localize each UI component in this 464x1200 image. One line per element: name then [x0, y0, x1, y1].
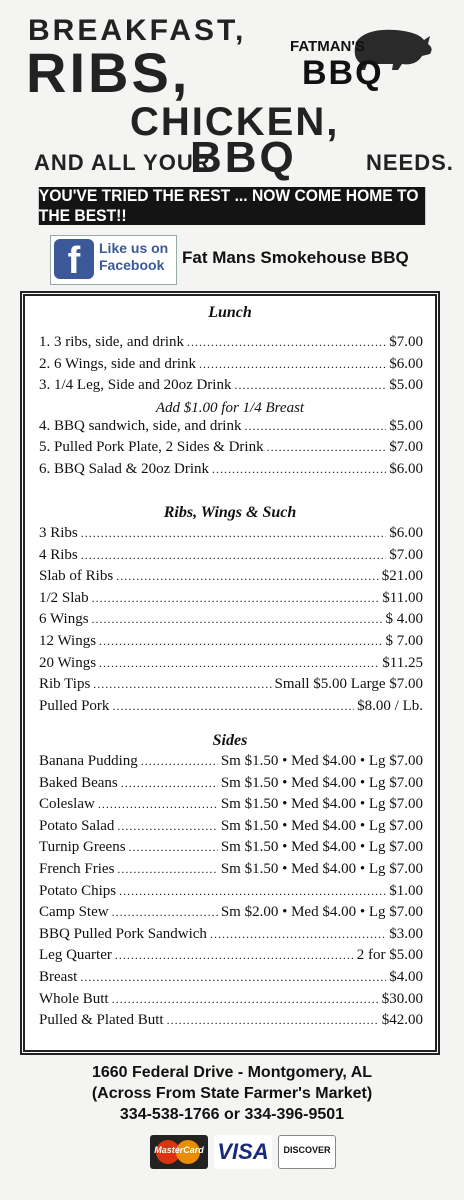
menu-item [39, 839, 423, 856]
dot-leader [112, 698, 354, 715]
menu-item-price: Small $5.00 Large $7.00 [274, 676, 423, 693]
menu-item-price: $ 4.00 [385, 611, 423, 628]
facebook-page-name: Fat Mans Smokehouse BBQ [182, 248, 409, 267]
menu-item-price: $5.00 [389, 417, 423, 434]
dot-leader [112, 904, 218, 921]
menu-item [39, 698, 423, 715]
dot-leader [129, 839, 218, 856]
menu-item-price: $42.00 [381, 1012, 423, 1029]
menu-item-name: Breast [39, 969, 78, 985]
headline-ribs: RIBS, [26, 41, 191, 104]
mastercard-label: MasterCard [154, 1145, 204, 1155]
dot-leader [92, 611, 383, 628]
dot-leader [121, 775, 218, 792]
menu-item-name: BBQ Pulled Pork Sandwich [39, 925, 207, 942]
menu-box [20, 291, 440, 1055]
dot-leader [234, 377, 386, 394]
menu-item [39, 418, 423, 435]
logo-bbq: BBQ [302, 54, 384, 92]
dot-leader [115, 947, 354, 964]
dot-leader [117, 818, 217, 835]
menu-item [39, 611, 423, 628]
menu-item-name: Pulled & Plated Butt [39, 1012, 164, 1029]
menu-item [39, 356, 423, 373]
menu-item-price: $30.00 [381, 990, 423, 1007]
menu-item [39, 334, 423, 351]
dot-leader [98, 796, 218, 813]
menu-item [39, 633, 423, 650]
menu-item-price: Sm $1.50 • Med $4.00 • Lg $7.00 [220, 861, 423, 877]
section-title-lunch: Lunch [208, 304, 252, 321]
menu-item-name: 3. 1/4 Leg, Side and 20oz Drink [39, 377, 232, 393]
menu-item [39, 1012, 423, 1029]
menu-item [39, 796, 423, 813]
logo-fatmans: FATMAN'S [290, 38, 365, 55]
dot-leader [99, 633, 382, 650]
headline-needs: NEEDS. [366, 150, 454, 175]
discover-logo: DISCOVER [278, 1135, 336, 1169]
menu-item-price: Sm $1.50 • Med $4.00 • Lg $7.00 [220, 796, 423, 813]
facebook-like-line2: Facebook [99, 257, 165, 273]
menu-item-name: 1. 3 ribs, side, and drink [39, 334, 184, 350]
menu-item-price: $5.00 [389, 377, 423, 393]
mastercard-logo [150, 1135, 208, 1169]
menu-item-name: 6 Wings [39, 611, 89, 628]
menu-item-name: 1/2 Slab [39, 589, 89, 606]
landmark: (Across From State Farmer's Market) [91, 1085, 373, 1102]
menu-item-price: $7.00 [389, 439, 423, 455]
menu-item-name: French Fries [39, 861, 115, 877]
menu-item-price: Sm $1.50 • Med $4.00 • Lg $7.00 [220, 839, 423, 856]
menu-item-name: Coleslaw [39, 796, 95, 813]
address: 1660 Federal Drive - Montgomery, AL [91, 1064, 373, 1081]
menu-item [39, 525, 423, 542]
headline-breakfast: BREAKFAST, [28, 14, 247, 47]
menu-item-price: Sm $1.50 • Med $4.00 • Lg $7.00 [220, 774, 423, 791]
menu-item-name: 4. BBQ sandwich, side, and drink [39, 417, 242, 434]
menu-item-price: Sm $2.00 • Med $4.00 • Lg $7.00 [220, 904, 423, 921]
menu-item-price: Sm $1.50 • Med $4.00 • Lg $7.00 [220, 817, 423, 834]
menu-item-price: $7.00 [389, 546, 423, 563]
menu-item-name: Slab of Ribs [39, 568, 114, 585]
menu-item-name: Turnip Greens [39, 839, 126, 856]
menu-item-name: 2. 6 Wings, side and drink [39, 355, 197, 372]
menu-item-name: Potato Salad [39, 817, 115, 834]
menu-item [39, 547, 423, 564]
menu-item [39, 861, 423, 878]
menu-item-name: Baked Beans [39, 774, 118, 791]
menu-item-price: $ 7.00 [385, 633, 423, 649]
menu-item-name: 12 Wings [39, 633, 97, 649]
menu-item [39, 461, 423, 478]
menu-item-name: Banana Pudding [39, 753, 138, 769]
menu-item-name: Leg Quarter [39, 947, 112, 964]
fatmans-bbq-logo [286, 24, 436, 94]
dot-leader [99, 655, 379, 672]
menu-item-name: 5. Pulled Pork Plate, 2 Sides & Drink [39, 439, 264, 455]
dot-leader [244, 418, 386, 435]
menu-item [39, 377, 423, 394]
menu-item-price: $6.00 [389, 525, 423, 541]
menu-item [39, 753, 423, 770]
dot-leader [80, 969, 386, 986]
menu-item-price: 2 for $5.00 [356, 947, 423, 964]
dot-leader [81, 525, 386, 542]
menu-item [39, 439, 423, 456]
menu-item [39, 947, 423, 964]
menu-item-name: Whole Butt [39, 990, 109, 1007]
menu-item-name: Potato Chips [39, 882, 117, 899]
headline-chicken: CHICKEN, [130, 100, 340, 144]
facebook-like-text [99, 240, 168, 274]
dot-leader [93, 676, 271, 693]
dot-leader [210, 926, 386, 943]
menu-item-price: $11.00 [382, 589, 423, 606]
lunch-note: Add $1.00 for 1/4 Breast [155, 400, 305, 416]
menu-item-name: 20 Wings [39, 654, 97, 671]
menu-item [39, 590, 423, 607]
menu-item [39, 655, 423, 672]
dot-leader [141, 753, 218, 770]
facebook-like-line1: Like us on [99, 240, 169, 256]
slogan-banner: YOU'VE TRIED THE REST ... NOW COME HOME TO THE BEST!! [39, 187, 425, 225]
dot-leader [119, 883, 386, 900]
menu-item-price: $6.00 [389, 460, 423, 477]
dot-leader [199, 356, 386, 373]
menu-item-name: Camp Stew [39, 904, 109, 921]
menu-item-price: $8.00 / Lb. [357, 697, 423, 714]
dot-leader [187, 334, 386, 351]
section-title-sides: Sides [212, 732, 248, 749]
headline-and-all-your: AND ALL YOUR [34, 150, 211, 175]
section-title-ribs-wings: Ribs, Wings & Such [163, 504, 297, 521]
dot-leader [167, 1012, 379, 1029]
menu-item-price: $11.25 [382, 654, 423, 671]
menu-item [39, 991, 423, 1008]
menu-item [39, 969, 423, 986]
menu-item [39, 775, 423, 792]
dot-leader [267, 439, 387, 456]
dot-leader [117, 861, 217, 878]
menu-item-price: $7.00 [389, 334, 423, 350]
headline-bbq: BBQ [190, 133, 297, 182]
menu-item [39, 926, 423, 943]
menu-item [39, 883, 423, 900]
menu-item-name: 3 Ribs [39, 525, 78, 541]
menu-item [39, 818, 423, 835]
menu-item-name: 4 Ribs [39, 546, 78, 563]
menu-item [39, 568, 423, 585]
menu-item-price: $1.00 [389, 882, 423, 899]
menu-item-price: Sm $1.50 • Med $4.00 • Lg $7.00 [220, 753, 423, 769]
facebook-like-badge[interactable] [50, 235, 177, 285]
facebook-icon: f [54, 239, 94, 279]
menu-item-name: Pulled Pork [39, 697, 110, 714]
menu-item [39, 676, 423, 693]
visa-logo: VISA [214, 1135, 272, 1169]
menu-item-price: $6.00 [389, 355, 423, 372]
dot-leader [81, 547, 386, 564]
phone-numbers: 334-538-1766 or 334-396-9501 [119, 1106, 345, 1123]
menu-item-price: $4.00 [389, 969, 423, 985]
menu-item [39, 904, 423, 921]
menu-item-price: $3.00 [389, 925, 423, 942]
dot-leader [112, 991, 379, 1008]
menu-item-name: Rib Tips [39, 676, 91, 693]
dot-leader [116, 568, 379, 585]
menu-item-price: $21.00 [381, 568, 423, 585]
dot-leader [212, 461, 386, 478]
menu-item-name: 6. BBQ Salad & 20oz Drink [39, 460, 209, 477]
dot-leader [92, 590, 380, 607]
